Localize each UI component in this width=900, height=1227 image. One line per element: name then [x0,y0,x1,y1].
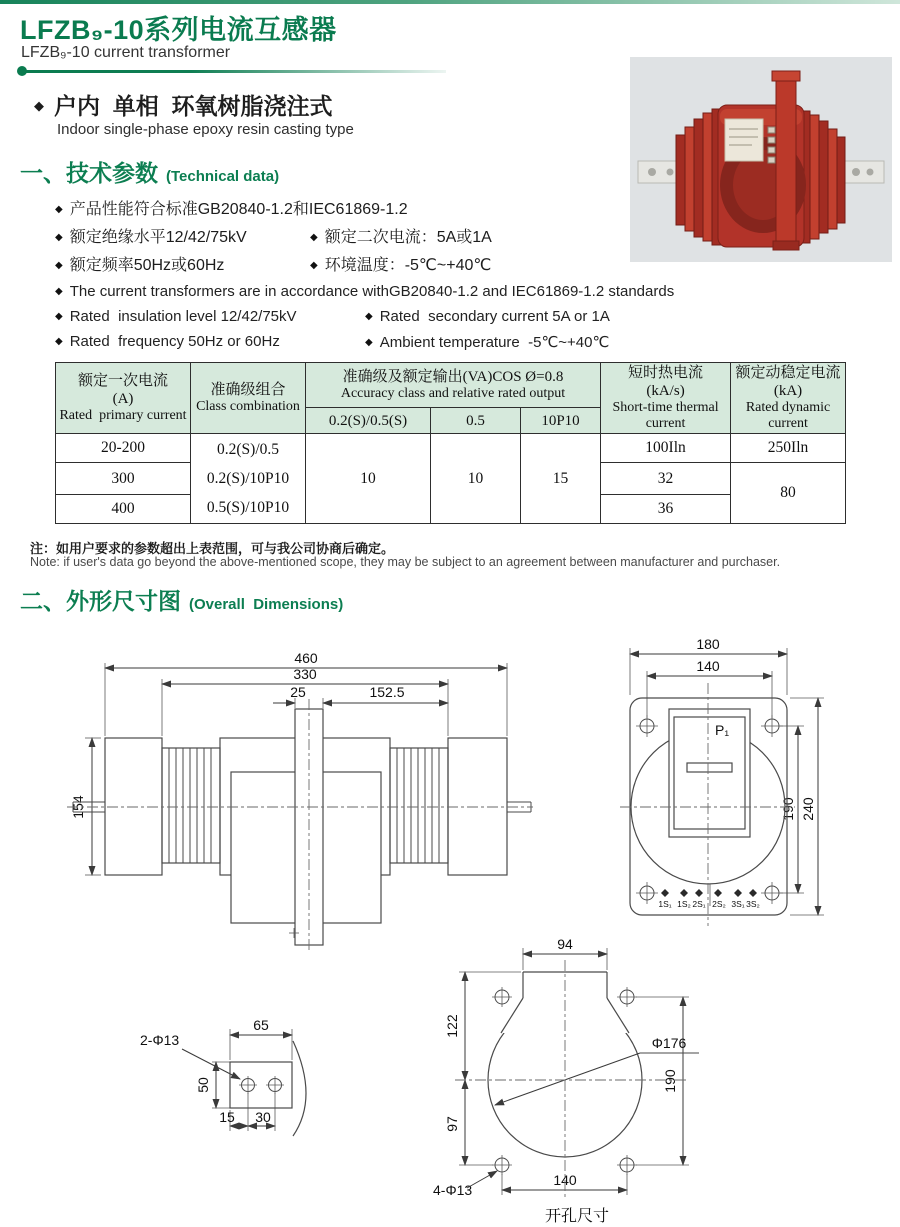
tech-bullet-text: Rated secondary current 5A or 1A [379,308,610,325]
tech-bullet-text: 额定频率50Hz或60Hz [69,257,225,274]
holes-callout: 2-Φ13 [140,1032,180,1048]
leader-line [467,1171,497,1188]
front-view-body [630,698,787,915]
drawing-pad-detail [130,1015,365,1180]
header-divider-dot [17,66,27,76]
holes-callout: 4-Φ13 [433,1182,473,1198]
cell-output-3: 15 [521,434,601,524]
pad-hole [239,1076,257,1094]
cell-dynamic-2: 80 [731,463,846,524]
col-header-class [191,363,306,434]
header-text: 额定动稳定电流(kA) [735,365,841,399]
section2-title-en: (Overall Dimensions) [189,596,344,613]
header-text: Rated dynamic current [745,400,831,432]
tech-bullet-cn-5 [310,252,491,275]
pad-hole [266,1076,284,1094]
dim-label: 50 [195,1077,211,1093]
header-text: 准确级及额定输出(VA)COS Ø=0.8 [342,369,564,386]
tech-bullet-en-5 [365,333,609,351]
cell-primary-1: 20-200 [56,434,191,463]
dim-label: 152.5 [369,684,405,700]
terminal-labels [658,899,759,909]
intro-line-cn [34,88,333,121]
section2-title-cn: 二、外形尺寸图 [20,588,181,614]
cell-primary-2: 300 [56,463,191,495]
bullet-diamond-icon: ◆ [310,260,318,271]
section1-title-cn: 一、技术参数 [20,160,158,186]
dim-label: 65 [253,1017,269,1033]
bullet-diamond-icon: ◆ [55,204,63,215]
tech-bullet-en-1 [55,283,674,300]
note-en: Note: if user's data go beyond the above-mentioned scope, they may be subject to an agreement between manufacturer and purchaser. [30,555,781,569]
header-text: 短时热电流 [628,365,704,381]
cell-output-1: 10 [306,434,431,524]
note-cn: 注：如用户要求的参数超出上表范围，可与我公司协商后确定。 [30,541,395,556]
combo-line: 0.2(S)/10P10 [206,470,290,488]
dim-label: 30 [255,1109,271,1125]
dim-label: 97 [444,1116,460,1132]
dim-label: 190 [662,1069,678,1093]
section1-heading [20,155,279,188]
side-view-body [73,709,531,945]
dim-label: 190 [780,797,796,821]
product-photo [630,57,892,262]
cell-output-2: 10 [431,434,521,524]
terminal-label: 3S₁ [731,899,745,909]
subcol-10p10 [521,408,601,434]
header-text: 10P10 [541,412,580,429]
terminal-label: 3S₂ [746,899,760,909]
mount-hole [636,715,658,737]
secondary-terminals [661,889,757,897]
header-text: Rated primary current [59,408,187,424]
section2-heading [20,583,343,616]
col-header-thermal [601,363,731,434]
dim-label: 25 [290,684,306,700]
col-header-primary [56,363,191,434]
drawing-front-view [615,638,845,930]
col-header-output [306,363,601,408]
bullet-diamond-icon: ◆ [55,260,63,271]
p1-label: P₁ [715,722,730,738]
header-text: (A) [112,391,134,408]
pad-dimensions [195,1017,292,1126]
tech-bullet-en-4 [55,333,280,350]
dim-label: 122 [444,1014,460,1038]
bullet-diamond-icon: ◆ [55,311,63,322]
dim-label: 460 [294,650,318,666]
cutout-hole [617,1155,637,1175]
bullet-diamond-icon: ◆ [310,232,318,243]
cutout-caption: 开孔尺寸 [544,1208,610,1225]
mount-hole [761,715,783,737]
dim-label: 94 [557,938,573,952]
tech-bullet-text: The current transformers are in accordance withGB20840-1.2 and IEC61869-1.2 standards [69,283,675,300]
terminal-label: 2S₁ [692,899,706,909]
tech-bullet-cn-2 [55,224,247,247]
tech-bullet-text: 额定绝缘水平12/42/75kV [69,229,247,246]
page-title: LFZB₉-10系列电流互感器 [20,15,337,45]
header-text: 0.2(S)/0.5(S) [328,412,408,429]
tech-bullet-text: 产品性能符合标准GB20840-1.2和IEC61869-1.2 [69,201,408,218]
table-row [56,434,846,463]
dim-label: 240 [800,797,816,821]
tech-bullet-text: 环境温度：-5℃~+40℃ [324,257,492,274]
leader-line [182,1049,240,1079]
section1-title-en: (Technical data) [166,168,280,185]
dim-label: 330 [293,666,317,682]
dim-label: Φ176 [651,1035,687,1051]
tech-bullet-text: Rated frequency 50Hz or 60Hz [69,333,280,350]
header-text: 0.5 [466,412,485,429]
subcol-02s05s [306,408,431,434]
mount-hole [761,882,783,904]
dim-label: 140 [696,658,720,674]
drawing-side-view [65,645,535,957]
bullet-diamond-icon: ◆ [55,336,63,347]
tech-bullet-cn-4 [55,252,224,275]
tech-bullet-text: Rated insulation level 12/42/75kV [69,308,297,325]
mount-hole [636,882,658,904]
terminal-label: 1S₂ [677,899,691,909]
tech-bullet-en-2 [55,308,297,325]
page-subtitle: LFZB₉-10 current transformer [21,44,231,61]
cell-dynamic-1: 250Iln [731,434,846,463]
dim-label: 15 [219,1109,235,1125]
cell-thermal-1: 100Iln [601,434,731,463]
cell-thermal-2: 32 [601,463,731,495]
cutout-hole [617,987,637,1007]
bullet-diamond-icon: ◆ [365,337,373,348]
slot [687,763,732,772]
dim-label: 154 [70,795,86,819]
bullet-diamond-icon: ◆ [365,311,373,322]
tech-bullet-text: Ambient temperature -5℃~+40℃ [379,334,610,351]
col-header-dynamic [731,363,846,434]
bullet-diamond-icon: ◆ [34,98,44,113]
dim-label: 140 [553,1172,577,1188]
combo-line: 0.5(S)/10P10 [206,499,290,517]
terminal-label: 1S₁ [658,899,672,909]
cutout-hole [492,987,512,1007]
header-text: (kA/s) [646,383,685,399]
header-text: 准确级组合 [210,382,286,399]
spec-table [55,362,846,524]
tech-bullet-cn-1 [55,196,408,219]
intro-text-en: Indoor single-phase epoxy resin casting type [57,121,354,138]
intro-text-cn: 户内 单相 环氧树脂浇注式 [54,93,333,119]
header-text: Short-time thermal current [612,400,719,432]
header-divider [22,70,446,73]
cell-thermal-3: 36 [601,495,731,524]
combo-line: 0.2(S)/0.5 [217,441,279,459]
tech-bullet-cn-3 [310,224,492,247]
dim-label: 180 [696,638,720,652]
tech-bullet-text: 额定二次电流：5A或1A [324,229,492,246]
header-text: Accuracy class and relative rated output [340,386,566,402]
tech-bullet-en-3 [365,308,610,325]
terminal-label: 2S₂ [712,899,726,909]
cell-class-combo [191,434,306,524]
cell-primary-3: 400 [56,495,191,524]
bullet-diamond-icon: ◆ [55,232,63,243]
subcol-05 [431,408,521,434]
bullet-diamond-icon: ◆ [55,286,63,297]
header-text: 额定一次电流 [77,373,168,390]
body-arc [293,1041,306,1136]
top-accent-bar [0,0,900,4]
drawing-cutout [425,938,775,1227]
header-text: Class combination [196,399,300,415]
